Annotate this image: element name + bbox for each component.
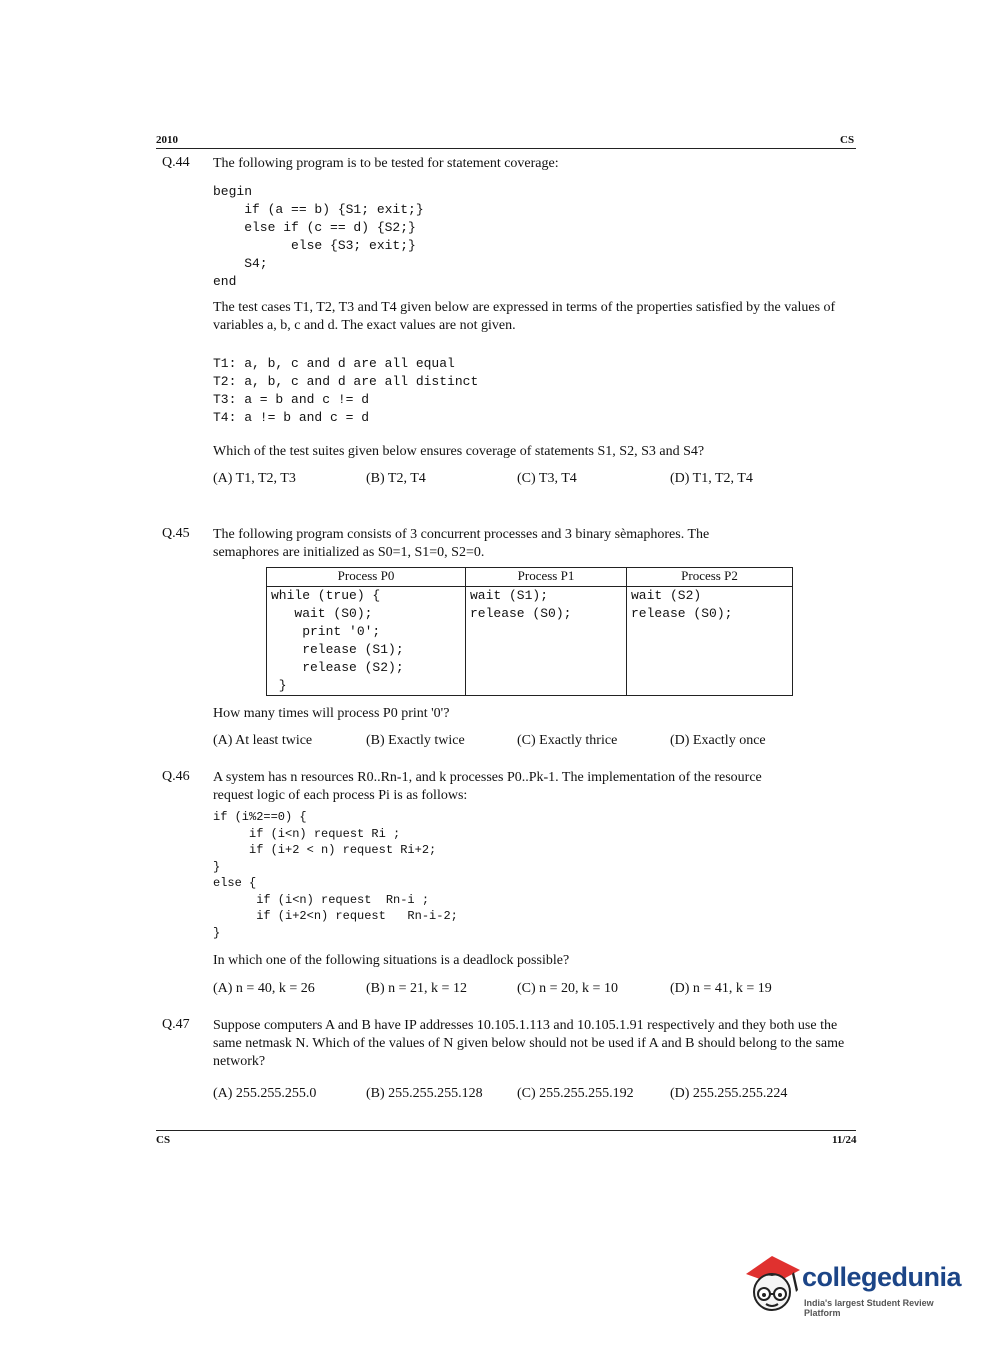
code-line: if (i+2<n) request Rn-i-2; xyxy=(213,909,458,923)
collegedunia-logo xyxy=(742,1252,967,1320)
table-header: Process P1 xyxy=(466,568,627,587)
code-line: print '0'; xyxy=(271,624,381,639)
header-year: 2010 xyxy=(156,134,178,146)
code-line: } xyxy=(271,678,287,693)
table-header: Process P2 xyxy=(627,568,793,587)
q45-question: How many times will process P0 print '0'? xyxy=(213,706,450,721)
process-p0-code xyxy=(267,587,466,696)
code-line: if (a == b) {S1; exit;} xyxy=(213,202,424,217)
q44-option-d: (D) T1, T2, T4 xyxy=(670,471,753,486)
code-line: if (i<n) request Ri ; xyxy=(213,826,401,841)
test-case: T1: a, b, c and d are all equal xyxy=(213,356,455,371)
code-line: release (S2); xyxy=(271,660,404,675)
code-line: release (S0); xyxy=(631,606,733,621)
mascot-icon xyxy=(742,1252,804,1320)
q44-stem: The following program is to be tested for statement coverage: xyxy=(213,156,559,171)
q46-code xyxy=(213,809,458,941)
q45-option-a: (A) At least twice xyxy=(213,733,313,748)
q45-number: Q.45 xyxy=(162,526,190,541)
test-case: T2: a, b, c and d are all distinct xyxy=(213,374,479,389)
code-line: release (S1); xyxy=(271,642,404,657)
code-line: else {S3; exit;} xyxy=(213,238,416,253)
q47-option-b: (B) 255.255.255.128 xyxy=(366,1086,483,1101)
code-line: else if (c == d) {S2;} xyxy=(213,220,416,235)
q46-option-b: (B) n = 21, k = 12 xyxy=(366,981,467,996)
q44-option-c: (C) T3, T4 xyxy=(517,471,577,486)
q45-stem-line1: The following program consists of 3 concurrent processes and 3 binary sèmaphores. The xyxy=(213,527,710,542)
q45-option-b: (B) Exactly twice xyxy=(366,733,465,748)
q47-stem: Suppose computers A and B have IP addresses 10.105.1.113 and 10.105.1.91 respectively and they both use the same netmask N. Which of the values of N given below should not be used if A and B should belong to the same network? xyxy=(213,1018,845,1069)
header-subject: CS xyxy=(840,134,855,146)
code-line: if (i%2==0) { xyxy=(213,810,307,824)
process-p1-code xyxy=(466,587,627,696)
code-line: while (true) { xyxy=(271,588,381,603)
code-line: end xyxy=(213,274,237,289)
code-line: } xyxy=(213,859,221,874)
q47-option-c: (C) 255.255.255.192 xyxy=(517,1086,634,1101)
q46-number: Q.46 xyxy=(162,769,190,784)
q44-option-b: (B) T2, T4 xyxy=(366,471,426,486)
code-line: if (i<n) request Rn-i ; xyxy=(213,892,430,907)
q47-option-d: (D) 255.255.255.224 xyxy=(670,1086,788,1101)
q47-number: Q.47 xyxy=(162,1017,190,1032)
process-table xyxy=(266,567,793,696)
code-line: wait (S0); xyxy=(271,606,373,621)
q44-paragraph: The test cases T1, T2, T3 and T4 given below are expressed in terms of the properties satisfied by the values of variables a, b, c and d. The exact values are not given. xyxy=(213,300,836,333)
q44-code xyxy=(213,183,424,291)
q45-stem-line2: semaphores are initialized as S0=1, S1=0, S2=0. xyxy=(213,545,485,560)
q45-option-c: (C) Exactly thrice xyxy=(517,733,618,748)
q47-option-a: (A) 255.255.255.0 xyxy=(213,1086,317,1101)
q46-option-d: (D) n = 41, k = 19 xyxy=(670,981,772,996)
q44-test-cases xyxy=(213,355,478,427)
q46-option-a: (A) n = 40, k = 26 xyxy=(213,981,315,996)
footer-subject: CS xyxy=(156,1134,171,1146)
q46-question: In which one of the following situations is a deadlock possible? xyxy=(213,953,570,968)
test-case: T3: a = b and c != d xyxy=(213,392,370,407)
footer-rule xyxy=(156,1130,856,1131)
q46-stem-line1: A system has n resources R0..Rn-1, and k processes P0..Pk-1. The implementation of the resource xyxy=(213,770,762,785)
code-line: else { xyxy=(213,876,257,890)
footer-page: 11/24 xyxy=(832,1134,857,1146)
test-case: T4: a != b and c = d xyxy=(213,410,370,425)
brand-name: collegedunia xyxy=(802,1262,962,1292)
code-line: begin xyxy=(213,184,253,199)
q44-question: Which of the test suites given below ensures coverage of statements S1, S2, S3 and S4? xyxy=(213,444,705,459)
process-p2-code xyxy=(627,587,793,696)
code-line: if (i+2 < n) request Ri+2; xyxy=(213,843,437,857)
code-line: S4; xyxy=(213,256,268,271)
code-line: wait (S2) xyxy=(631,588,702,603)
q45-option-d: (D) Exactly once xyxy=(670,733,766,748)
q44-option-a: (A) T1, T2, T3 xyxy=(213,471,296,486)
brand-tagline: India's largest Student Review Platform xyxy=(804,1298,934,1318)
code-line: wait (S1); xyxy=(470,588,549,603)
code-line: } xyxy=(213,925,221,940)
header-rule xyxy=(156,148,856,149)
q44-number: Q.44 xyxy=(162,155,190,170)
table-header: Process P0 xyxy=(267,568,466,587)
q46-option-c: (C) n = 20, k = 10 xyxy=(517,981,618,996)
code-line: release (S0); xyxy=(470,606,572,621)
q46-stem-line2: request logic of each process Pi is as follows: xyxy=(213,788,468,803)
